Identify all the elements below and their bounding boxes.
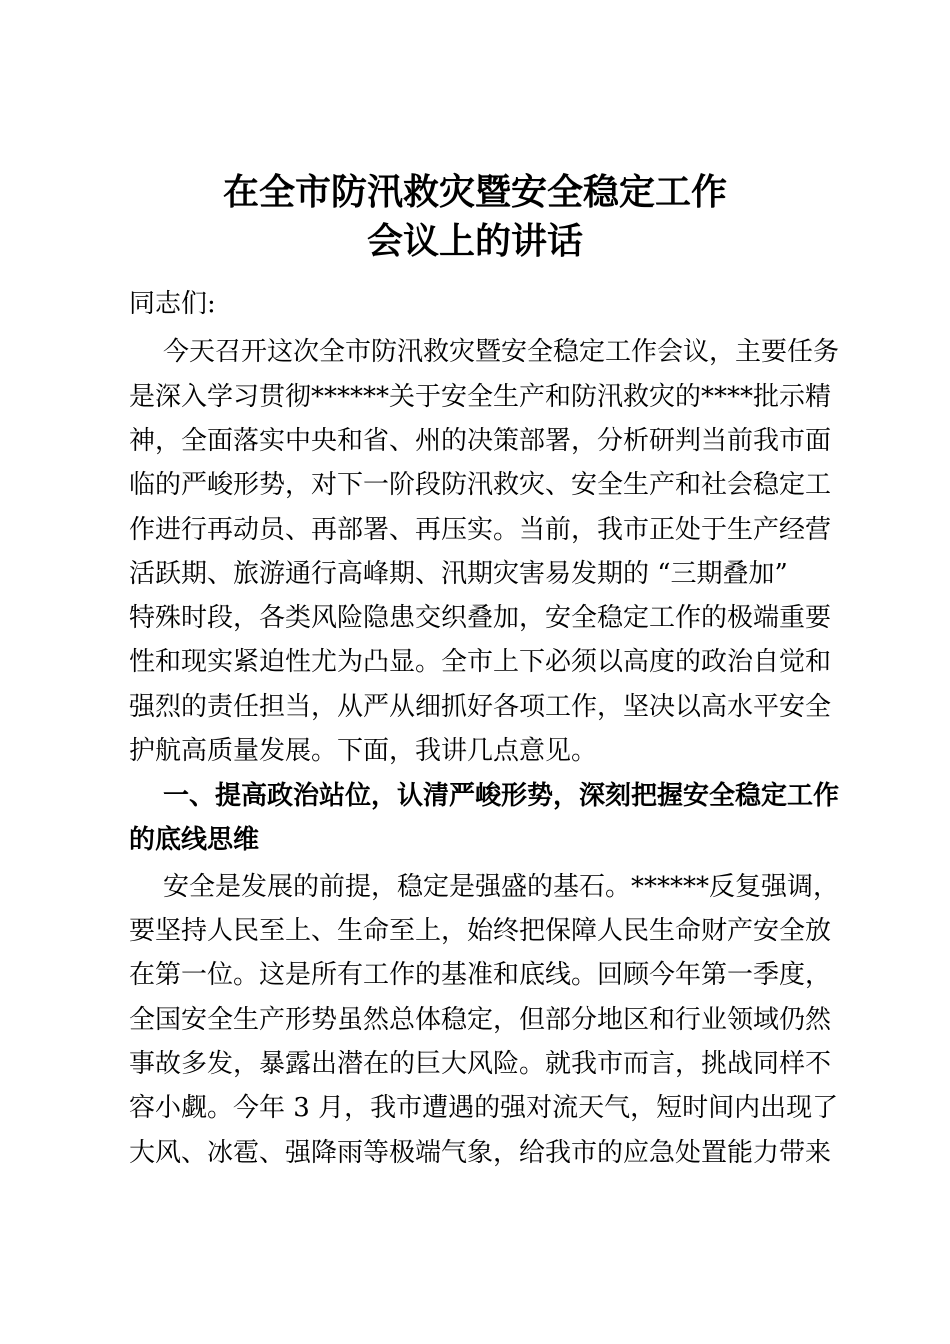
section-body-line: 全国安全生产形势虽然总体稳定，但部分地区和行业领域仍然 [129, 1005, 832, 1035]
document-title-line-2: 会议上的讲话 [366, 221, 583, 262]
document-title-line-1: 在全市防汛救灾暨安全稳定工作 [222, 172, 727, 213]
intro-line: 强烈的责任担当，从严从细抓好各项工作，坚决以高水平安全 [129, 692, 832, 722]
intro-line: 临的严峻形势，对下一阶段防汛救灾、安全生产和社会稳定工 [129, 470, 832, 500]
section-body-line: 在第一位。这是所有工作的基准和底线。回顾今年第一季度， [129, 960, 832, 990]
intro-line: 今天召开这次全市防汛救灾暨安全稳定工作会议，主要任务 [163, 337, 840, 367]
section-heading-line: 一、提高政治站位，认清严峻形势，深刻把握安全稳定工作 [163, 781, 840, 811]
intro-line: 是深入学习贯彻******关于安全生产和防汛救灾的****批示精 [129, 382, 832, 412]
section-body-line: 安全是发展的前提，稳定是强盛的基石。******反复强调， [163, 872, 840, 902]
intro-line: 作进行再动员、再部署、再压实。当前，我市正处于生产经营 [129, 515, 832, 545]
intro-line: 神，全面落实中央和省、州的决策部署，分析研判当前我市面 [129, 426, 832, 456]
section-body-line: 容小觑。今年 3 月，我市遭遇的强对流天气，短时间内出现了 [129, 1093, 839, 1123]
salutation: 同志们: [129, 289, 216, 319]
section-body-line: 事故多发，暴露出潜在的巨大风险。就我市而言，挑战同样不 [129, 1049, 832, 1079]
section-body-line: 要坚持人民至上、生命至上，始终把保障人民生命财产安全放 [129, 916, 832, 946]
intro-line: 活跃期、旅游通行高峰期、汛期灾害易发期的 “三期叠加” [129, 559, 788, 589]
section-heading-line: 的底线思维 [129, 825, 260, 855]
section-body-line: 大风、冰雹、强降雨等极端气象，给我市的应急处置能力带来 [129, 1138, 832, 1168]
intro-line: 特殊时段，各类风险隐患交织叠加，安全稳定工作的极端重要 [129, 603, 832, 633]
intro-line: 护航高质量发展。下面，我讲几点意见。 [129, 736, 598, 766]
intro-line: 性和现实紧迫性尤为凸显。全市上下必须以高度的政治自觉和 [129, 647, 832, 677]
